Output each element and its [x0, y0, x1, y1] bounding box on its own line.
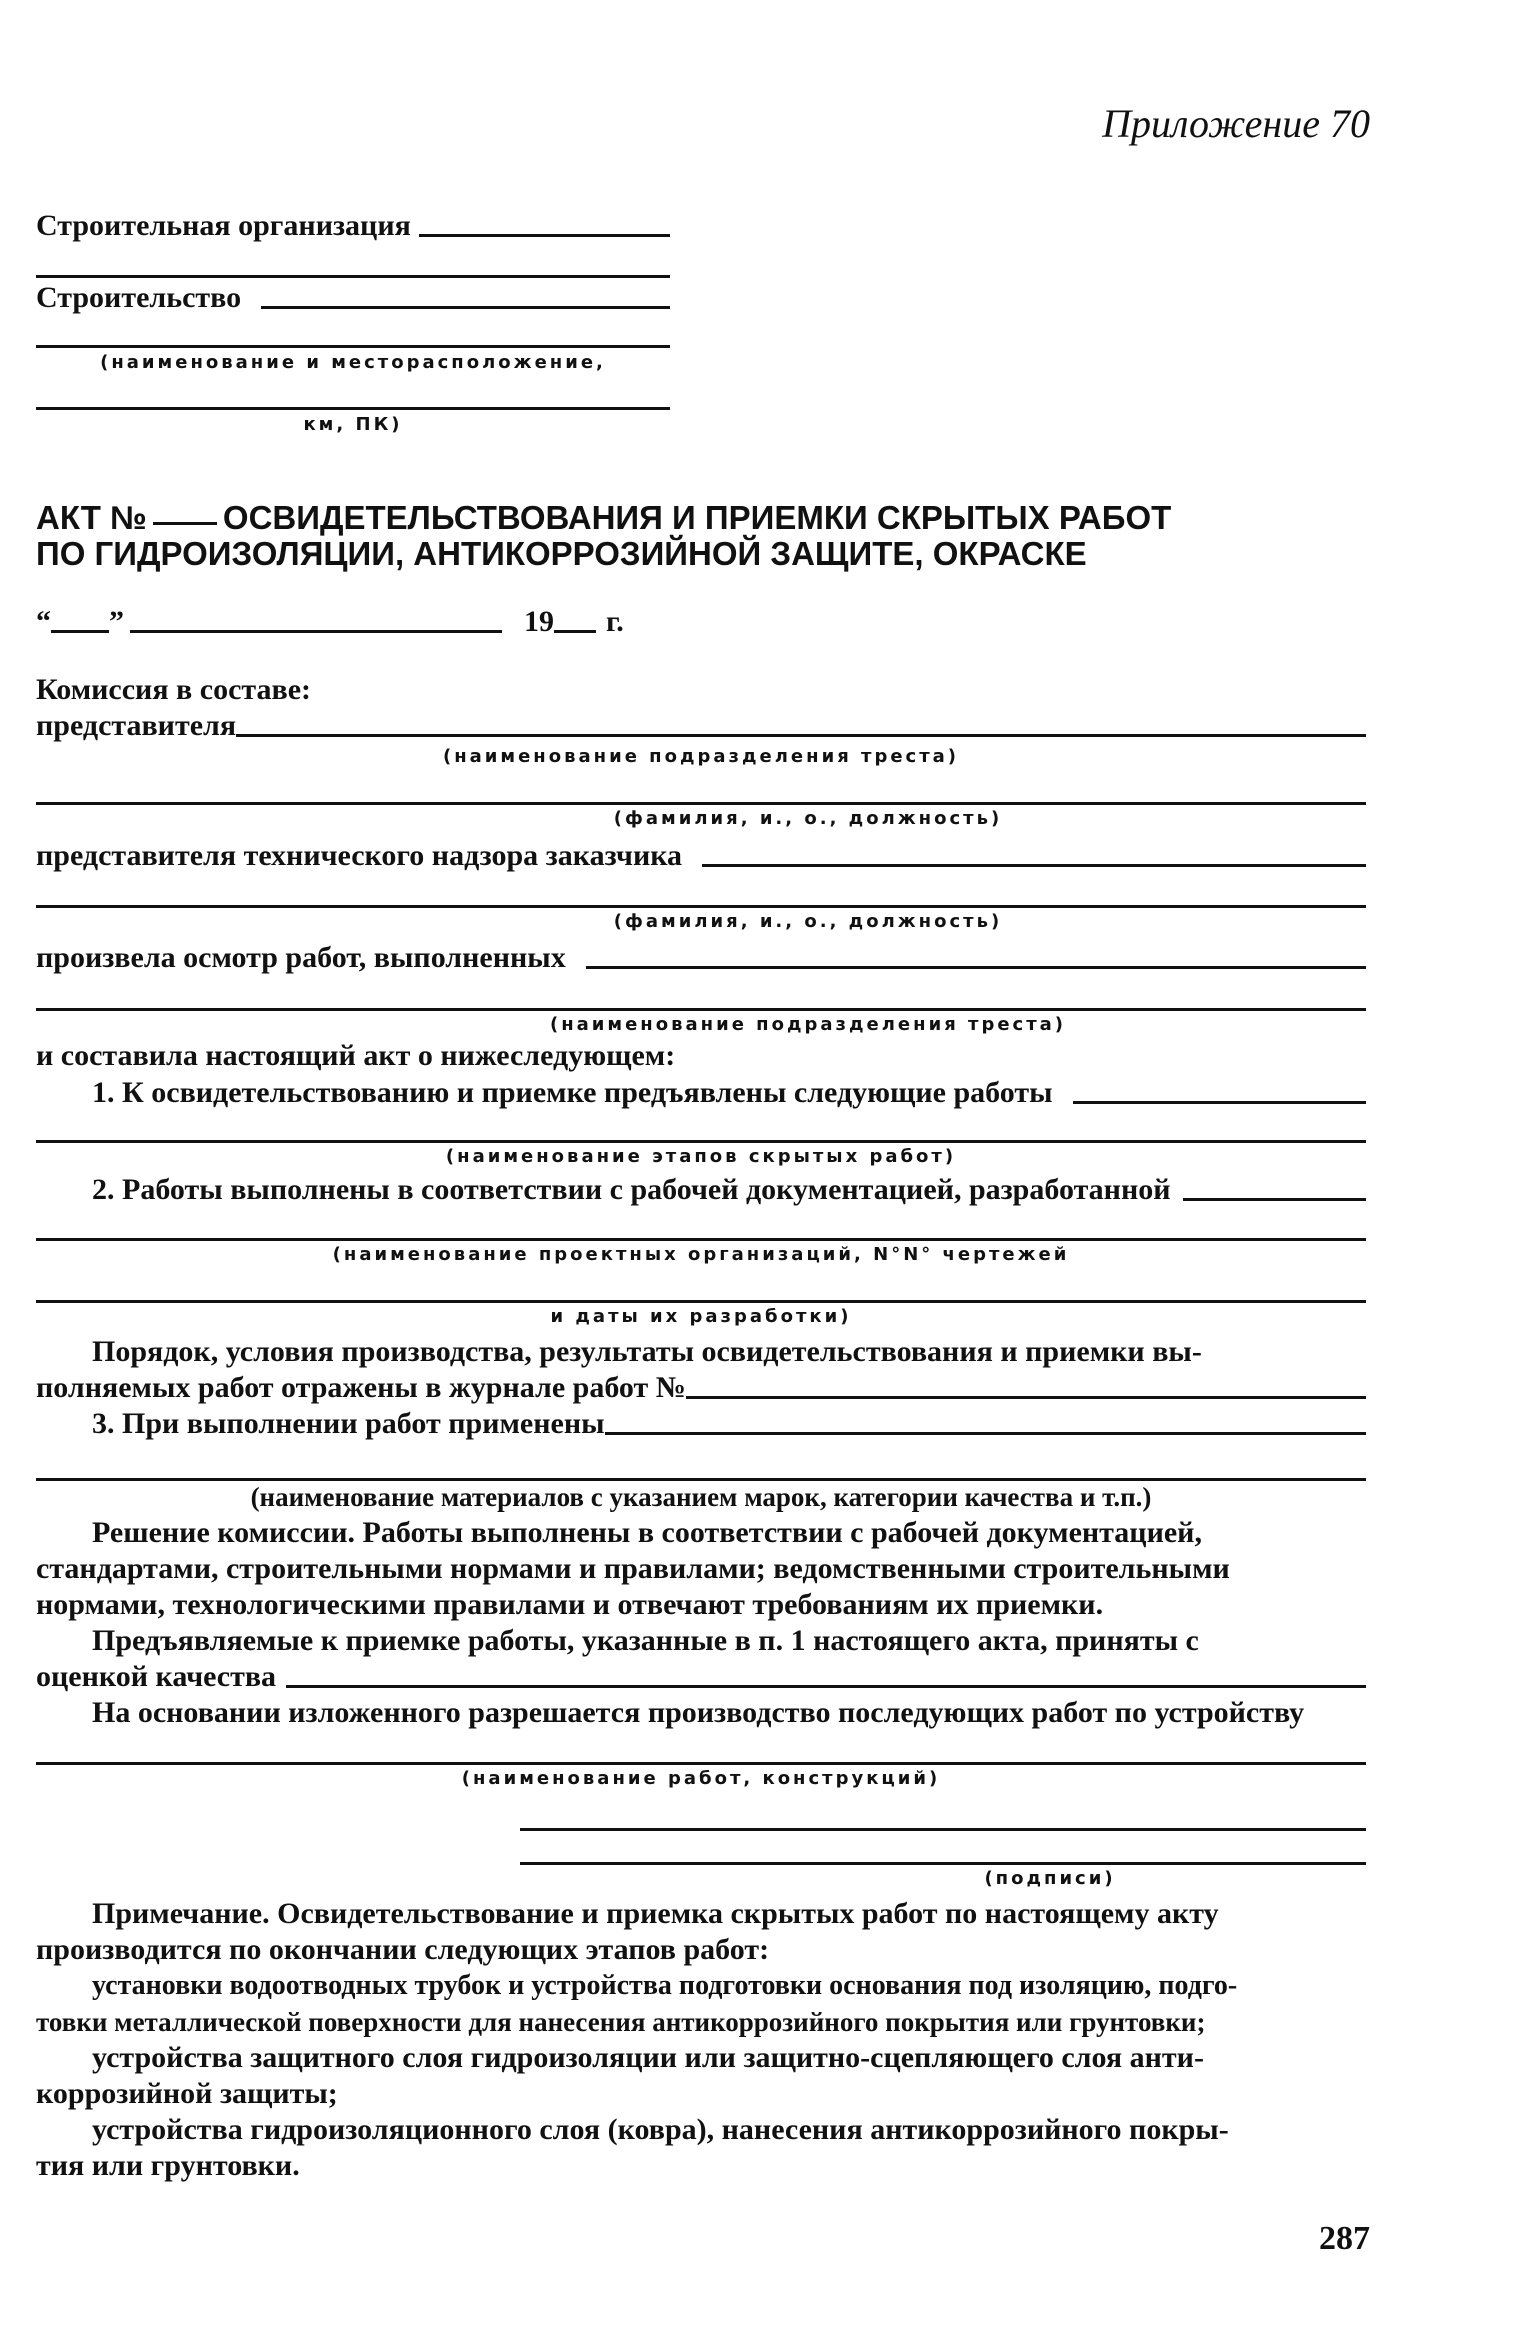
date-close-quote: ” [109, 605, 124, 638]
signature-line-1[interactable] [520, 1828, 1366, 1831]
tech-line-2[interactable] [36, 905, 1366, 908]
item-3-text: 3. При выполнении работ применены [92, 1407, 605, 1440]
caption-person: (фамилия, и., о., должность) [613, 808, 1003, 829]
appendix-label: Приложение 70 [1102, 101, 1370, 146]
compiled-text: и составила настоящий акт о нижеследующем: [36, 1039, 676, 1072]
reps-line-2[interactable] [36, 802, 1366, 805]
quality-row [36, 1659, 1366, 1695]
reps-field[interactable] [236, 734, 1366, 737]
tech-field[interactable] [702, 864, 1366, 867]
tech-label: представителя технического надзора заказчика [36, 839, 683, 872]
date-day-field[interactable] [51, 630, 109, 633]
tech-row [36, 838, 1366, 874]
decision-line-3: нормами, технологическими правилами и отвечают требованиям их приемки. [36, 1588, 1104, 1621]
journal-number-field[interactable] [686, 1396, 1366, 1399]
org-caption-1: (наименование и месторасположение, [100, 352, 606, 373]
note-line-1: Примечание. Освидетельствование и приемка скрытых работ по настоящему акту [92, 1897, 1219, 1930]
item-2-text: 2. Работы выполнены в соответствии с рабочей документацией, разработанной [92, 1173, 1171, 1206]
item-3-line-2[interactable] [36, 1478, 1366, 1481]
commission-heading: Комиссия в составе: [36, 673, 311, 706]
org-label: Строительная организация [36, 209, 411, 242]
note-line-7: устройства гидроизоляционного слоя (ковра), нанесения антикоррозийного покры- [92, 2113, 1229, 2146]
construction-line-2[interactable] [36, 345, 670, 348]
construction-row [36, 280, 670, 316]
item-3-field[interactable] [605, 1432, 1366, 1435]
org-row [36, 208, 670, 244]
date-year-field[interactable] [554, 630, 596, 633]
note-line-2: производится по окончании следующих этапов работ: [36, 1933, 770, 1966]
inspected-field[interactable] [586, 966, 1366, 969]
note-line-5: устройства защитного слоя гидроизоляции или защитно-сцепляющего слоя анти- [92, 2041, 1204, 2074]
item-1-row [36, 1075, 1366, 1111]
act-title-prefix: АКТ № [36, 499, 147, 536]
item-3-row [36, 1406, 1366, 1442]
caption-stages: (наименование этапов скрытых работ) [445, 1146, 957, 1167]
journal-row [36, 1370, 1366, 1406]
caption-subdivision: (наименование подразделения треста) [442, 746, 960, 767]
item-1-text: 1. К освидетельствованию и приемке предъявлены следующие работы [92, 1076, 1053, 1109]
construction-label: Строительство [36, 281, 242, 314]
accepted-line-2: оценкой качества [36, 1660, 277, 1693]
permit-line[interactable] [36, 1762, 1366, 1765]
caption-design-1: (наименование проектных организаций, N°N° чертежей [332, 1244, 1070, 1265]
reps-row [36, 708, 1366, 744]
date-row [36, 604, 676, 640]
act-title-line-2: ПО ГИДРОИЗОЛЯЦИИ, АНТИКОРРОЗИЙНОЙ ЗАЩИТЕ, ОКРАСКЕ [36, 535, 1087, 572]
order-line-2: полняемых работ отражены в журнале работ № [36, 1371, 686, 1404]
inspected-row [36, 940, 1366, 976]
caption-design-2: и даты их разработки) [550, 1306, 852, 1327]
note-line-4: товки металлической поверхности для нанесения антикоррозийного покрытия или грунтовки; [36, 2007, 1206, 2037]
order-line-1: Порядок, условия производства, результаты освидетельствования и приемки вы- [92, 1335, 1202, 1368]
caption-subdivision-2: (наименование подразделения треста) [549, 1014, 1067, 1035]
caption-person-2: (фамилия, и., о., должность) [613, 911, 1003, 932]
date-open-quote: “ [36, 605, 51, 638]
permit-text: На основании изложенного разрешается производство последующих работ по устройству [92, 1696, 1305, 1729]
item-2-row [36, 1172, 1366, 1208]
item-2-line-3[interactable] [36, 1300, 1366, 1303]
note-line-8: тия или грунтовки. [36, 2149, 300, 2182]
org-line-2[interactable] [36, 275, 670, 278]
act-title-main: ОСВИДЕТЕЛЬСТВОВАНИЯ И ПРИЕМКИ СКРЫТЫХ РАБОТ [222, 499, 1172, 536]
reps-label: представителя [36, 709, 237, 742]
date-year-suffix: г. [606, 605, 624, 638]
page-number: 287 [1319, 2220, 1370, 2257]
inspected-line-2[interactable] [36, 1008, 1366, 1011]
note-line-6: коррозийной защиты; [36, 2077, 338, 2110]
accepted-line-1: Предъявляемые к приемке работы, указанные в п. 1 настоящего акта, приняты с [92, 1624, 1199, 1657]
act-number-field[interactable] [153, 522, 217, 525]
item-2-field[interactable] [1183, 1198, 1366, 1201]
date-month-field[interactable] [130, 630, 502, 633]
date-year-prefix: 19 [524, 605, 554, 638]
item-2-line-2[interactable] [36, 1238, 1366, 1241]
signature-line-2[interactable] [520, 1862, 1366, 1865]
decision-line-1: Решение комиссии. Работы выполнены в соответствии с рабочей документацией, [92, 1516, 1202, 1549]
location-line[interactable] [36, 407, 670, 410]
quality-field[interactable] [286, 1685, 1366, 1688]
caption-works: (наименование работ, конструкций) [461, 1768, 941, 1789]
decision-line-2: стандартами, строительными нормами и правилами; ведомственными строительными [36, 1552, 1230, 1585]
org-field[interactable] [419, 234, 670, 237]
caption-materials: (наименование материалов с указанием марок, категории качества и т.п.) [250, 1482, 1152, 1512]
act-title-line-1 [36, 500, 1366, 536]
inspected-label: произвела осмотр работ, выполненных [36, 941, 566, 974]
caption-signatures: (подписи) [984, 1868, 1116, 1889]
note-line-3: установки водоотводных трубок и устройства подготовки основания под изоляцию, подго- [92, 1970, 1238, 2001]
item-1-field[interactable] [1073, 1101, 1366, 1104]
item-1-line-2[interactable] [36, 1140, 1366, 1143]
org-caption-2: км, ПК) [303, 414, 403, 435]
construction-field[interactable] [261, 306, 670, 309]
